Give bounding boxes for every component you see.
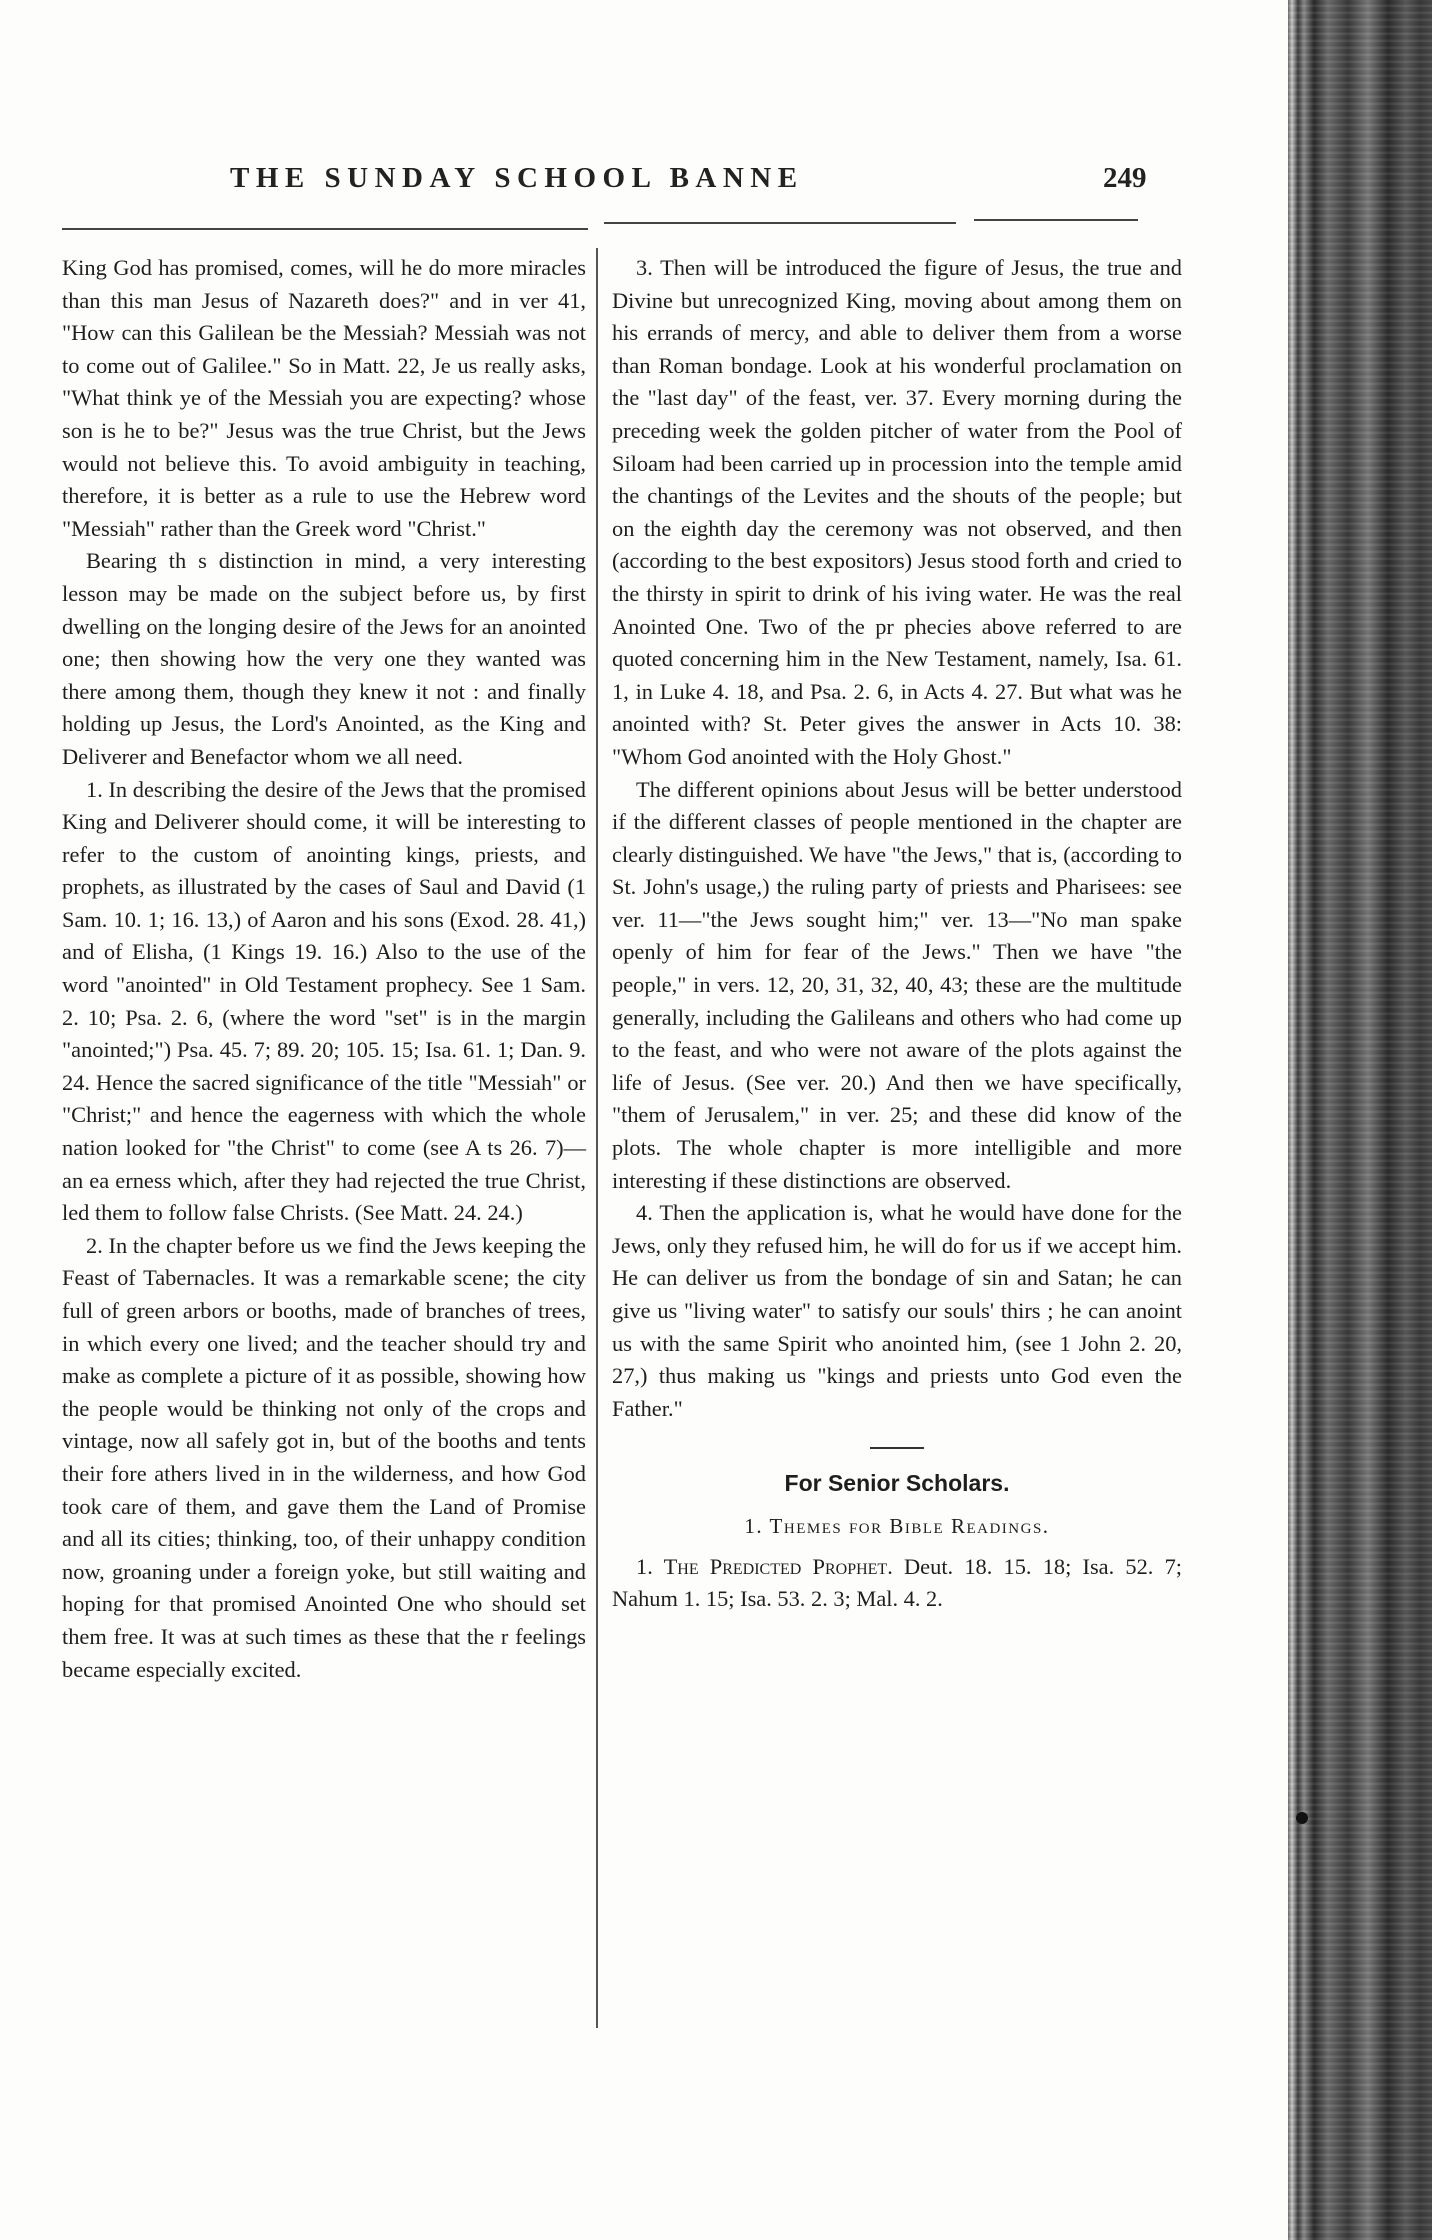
left-column [62,252,586,1686]
header-rule-middle [604,222,956,224]
header-rule-left [62,228,588,230]
section-divider [870,1447,924,1449]
subheading: 1. Themes for Bible Readings. [744,1513,1050,1538]
header-rule-right [974,219,1138,221]
running-title: THE SUNDAY SCHOOL BANNE [230,162,804,194]
reading-item-text: Deut. 18. 15. 18; Isa. 52. 7; Nahum 1. 15; Isa. 53. 2. 3; Mal. 4. 2. [612,1553,1182,1612]
paragraph: 2. In the chapter before us we find the Jews keeping the Feast of Tabernacles. It was a remarkable scene; the city full of green arbors or booths, made of branches of trees, in which every one lived; and the teacher should try and make as complete a picture of it as possible, showing how the people would be thinking not only of the crops and vintage, now all safely got in, but of the booths and tents their fore athers lived in in the wilderness, and how God took care of them, and gave them the Land of Promise and all its cities; thinking, too, of their unhappy condition now, groaning under a foreign yoke, but still waiting and hoping for that promised Anointed One who should set them free. It was at such times as these that the r feelings became especially excited. [62,1232,586,1682]
ink-mark [1296,1812,1308,1824]
paragraph: King God has promised, comes, will he do more miracles than this man Jesus of Nazareth does?" and in ver 41, "How can this Galilean be the Messiah? Messiah was not to come out of Galilee." So in Matt. 22, Je us really asks, "What think ye of the Messiah you are expecting? whose son is he to be?" Jesus was the true Christ, but the Jews would not believe this. To avoid ambiguity in teaching, therefore, it is better as a rule to use the Hebrew word "Messiah" rather than the Greek word "Christ." [62,255,586,541]
paragraph: 3. Then will be introduced the figure of Jesus, the true and Divine but unrecognized King, moving about among them on his errands of mercy, and able to deliver them from a worse than Roman bondage. Look at his wonderful proclamation on the "last day" of the feast, ver. 37. Every morning during the preceding week the golden pitcher of water from the Pool of Siloam had been carried up in procession into the temple amid the chantings of the Levites and the shouts of the people; but on the eighth day the ceremony was not observed, and then (according to the best expositors) Jesus stood forth and cried to the thirsty in spirit to drink of his iving water. He was the real Anointed One. Two of the pr phecies above referred to are quoted concerning him in the New Testament, namely, Isa. 61. 1, in Luke 4. 18, and Psa. 2. 6, in Acts 4. 27. But what was he anointed with? St. Peter gives the answer in Acts 10. 38: "Whom God anointed with the Holy Ghost." [612,255,1182,769]
paragraph: Bearing th s distinction in mind, a very interesting lesson may be made on the subject before us, by first dwelling on the longing desire of the Jews for an anointed one; then showing how the very one they wanted was there among them, though they knew it not : and finally holding up Jesus, the Lord's Anointed, as the King and Deliverer and Benefactor whom we all need. [62,548,586,769]
reading-item-label: 1. The Predicted Prophet. [636,1553,893,1579]
reading-item [612,1551,1182,1616]
paragraph: 1. In describing the desire of the Jews that the promised King and Deliverer should come, it will be interesting to refer to the custom of anointing kings, priests, and prophets, as illustrated by the cases of Saul and David (1 Sam. 10. 1; 16. 13,) of Aaron and his sons (Exod. 28. 41,) and of Elisha, (1 Kings 19. 16.) Also to the use of the word "anointed" in Old Testament prophecy. See 1 Sam. 2. 10; Psa. 2. 6, (where the word "set" is in the margin "anointed;") Psa. 45. 7; 89. 20; 105. 15; Isa. 61. 1; Dan. 9. 24. Hence the sacred significance of the title "Messiah" or "Christ;" and hence the eagerness with which the whole nation looked for "the Christ" to come (see A ts 26. 7)—an ea erness which, after they had rejected the true Christ, led them to follow false Christs. (See Matt. 24. 24.) [62,776,586,1226]
paragraph: 4. Then the application is, what he would have done for the Jews, only they refused him, he will do for us if we accept him. He can deliver us from the bondage of sin and Satan; he can give us "living water" to satisfy our souls' thirs ; he can anoint us with the same Spirit who anointed him, (see 1 John 2. 20, 27,) thus making us "kings and priests unto God even the Father." [612,1200,1182,1421]
running-header [230,162,1170,206]
page-number: 249 [1103,162,1147,194]
column-divider [596,248,598,2028]
right-column [612,252,1182,1616]
paragraph: The different opinions about Jesus will be better understood if the different classes of people mentioned in the chapter are clearly distinguished. We have "the Jews," that is, (according to St. John's usage,) the ruling party of priests and Pharisees: see ver. 11—"the Jews sought him;" ver. 13—"No man spake openly of him for fear of the Jews." Then we have "the people," in vers. 12, 20, 31, 32, 40, 43; these are the multitude generally, including the Galileans and others who had come up to the feast, and who were not aware of the plots against the life of Jesus. (See ver. 20.) And then we have specifically, "them of Jerusalem," in ver. 25; and these did know of the plots. The whole chapter is more intelligible and more interesting if these distinctions are observed. [612,776,1182,1193]
section-heading: For Senior Scholars. [784,1470,1010,1497]
book-edge [1288,0,1432,2240]
